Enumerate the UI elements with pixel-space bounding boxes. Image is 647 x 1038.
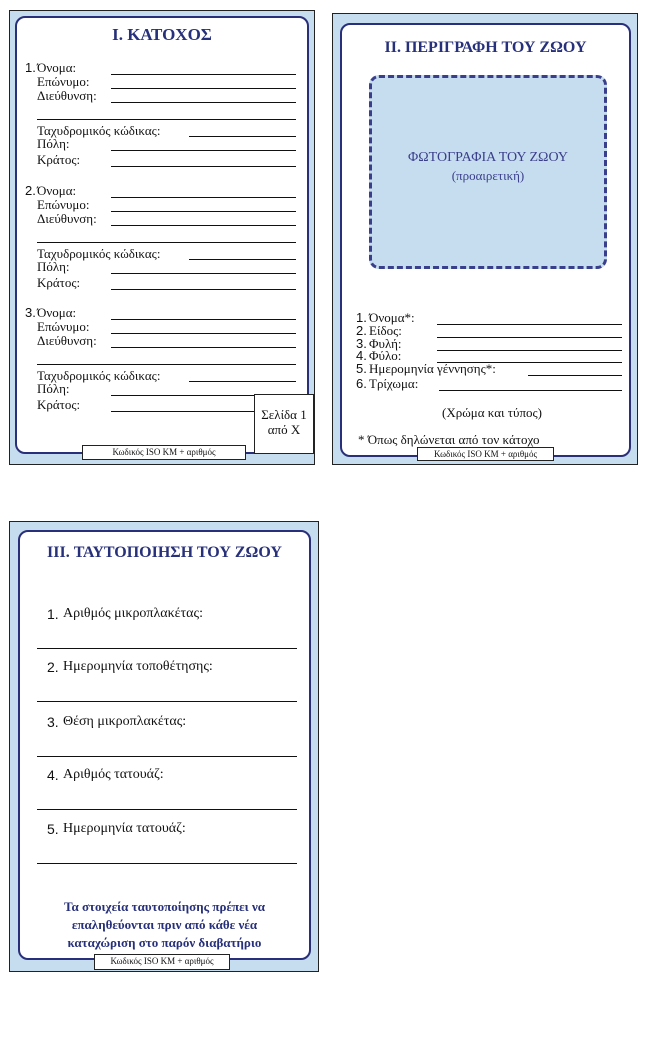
owner-postal-label: Ταχυδρομικός κώδικας: [37, 123, 161, 138]
owner-address-field-2[interactable] [37, 242, 296, 243]
description-field-input[interactable] [439, 390, 622, 391]
owner-name-field[interactable] [111, 197, 296, 198]
owner-city-label: Πόλη: [37, 259, 70, 274]
identification-field-input[interactable] [37, 756, 297, 757]
description-field-label: Ημερομηνία γέννησης*: [369, 361, 496, 376]
description-field-number: 2. [356, 323, 367, 338]
owner-declared-note: * Όπως δηλώνεται από τον κάτοχο [358, 432, 540, 447]
description-card-title: II. ΠΕΡΙΓΡΑΦΗ ΤΟΥ ΖΩΟΥ [384, 39, 587, 56]
owner-address-field-2[interactable] [37, 119, 296, 120]
owner-address-field-2[interactable] [37, 364, 296, 365]
page-number-box [254, 394, 314, 454]
owner-postal-label: Ταχυδρομικός κώδικας: [37, 246, 161, 261]
owner-city-label: Πόλη: [37, 136, 70, 151]
owner-surname-field[interactable] [111, 333, 296, 334]
description-card-frame [340, 23, 631, 457]
owner-surname-label: Επώνυμο: [37, 197, 90, 212]
description-field-number: 1. [356, 310, 367, 325]
owner-state-label: Κράτος: [37, 152, 81, 167]
description-field-label: Είδος: [369, 323, 402, 338]
owner-card [9, 10, 315, 465]
owner-surname-label: Επώνυμο: [37, 74, 90, 89]
identification-field-label: Αριθμός μικροπλακέτας: [63, 606, 203, 621]
owner-city-field[interactable] [111, 150, 296, 151]
description-card-footer: Κωδικός ISO KM + αριθμός [417, 447, 554, 461]
owner-card-footer: Κωδικός ISO KM + αριθμός [82, 445, 246, 460]
owner-surname-label: Επώνυμο: [37, 319, 90, 334]
owner-city-label: Πόλη: [37, 381, 70, 396]
identification-field-label: Ημερομηνία τατουάζ: [63, 821, 186, 836]
owner-address-field[interactable] [111, 347, 296, 348]
owner-card-title: I. ΚΑΤΟΧΟΣ [112, 25, 212, 44]
owner-name-label: Όνομα: [37, 60, 77, 75]
owner-state-label: Κράτος: [37, 397, 81, 412]
owner-city-field[interactable] [111, 273, 296, 274]
identification-field-label: Θέση μικροπλακέτας: [63, 714, 187, 729]
description-field-input[interactable] [528, 375, 622, 376]
owner-address-field[interactable] [111, 225, 296, 226]
page-number-line2: από X [267, 422, 301, 437]
identification-field-input[interactable] [37, 648, 297, 649]
description-field-label: Τρίχωμα: [369, 376, 419, 391]
owner-state-field[interactable] [111, 289, 296, 290]
owner-address-label: Διεύθυνση: [37, 211, 97, 226]
description-field-input[interactable] [437, 337, 622, 338]
identification-field-input[interactable] [37, 701, 297, 702]
identification-field-number: 4. [47, 767, 59, 783]
coat-hint: (Χρώμα και τύπος) [442, 405, 542, 420]
description-field-number: 5. [356, 361, 367, 376]
description-field-number: 6. [356, 376, 367, 391]
identification-field-input[interactable] [37, 863, 297, 864]
owner-address-label: Διεύθυνση: [37, 88, 97, 103]
identification-field-label: Αριθμός τατουάζ: [63, 767, 164, 782]
owner-postal-field[interactable] [189, 136, 296, 137]
identification-note-line2: επαληθεύονται πριν από κάθε νέα [71, 917, 258, 932]
identification-card-title: III. ΤΑΥΤΟΠΟΙΗΣΗ ΤΟΥ ΖΩΟΥ [47, 544, 282, 561]
description-field-input[interactable] [437, 350, 622, 351]
photo-label: ΦΩΤΟΓΡΑΦΙΑ ΤΟΥ ΖΩΟΥ [408, 150, 568, 165]
owner-number: 1. [25, 60, 36, 75]
description-field-label: Φυλή: [369, 336, 402, 351]
description-field-label: Όνομα*: [369, 310, 415, 325]
owner-name-label: Όνομα: [37, 305, 77, 320]
identification-note-line3: καταχώριση στο παρόν διαβατήριο [67, 935, 262, 950]
identification-field-number: 5. [47, 821, 59, 837]
identification-card-footer: Κωδικός ISO KM + αριθμός [94, 954, 230, 970]
owner-postal-field[interactable] [189, 259, 296, 260]
page-number-line1: Σελίδα 1 [261, 407, 307, 422]
description-field-input[interactable] [437, 324, 622, 325]
identification-card [9, 521, 319, 972]
photo-optional-label: (προαιρετική) [451, 168, 525, 183]
owner-postal-field[interactable] [189, 381, 296, 382]
owner-state-label: Κράτος: [37, 275, 81, 290]
identification-note-line1: Τα στοιχεία ταυτοποίησης πρέπει να [63, 899, 266, 914]
owner-postal-label: Ταχυδρομικός κώδικας: [37, 368, 161, 383]
owner-name-field[interactable] [111, 74, 296, 75]
owner-name-label: Όνομα: [37, 183, 77, 198]
identification-field-input[interactable] [37, 809, 297, 810]
identification-card-frame [18, 530, 311, 960]
owner-address-field[interactable] [111, 102, 296, 103]
owner-number: 3. [25, 305, 36, 320]
owner-state-field[interactable] [111, 166, 296, 167]
identification-field-label: Ημερομηνία τοποθέτησης: [63, 659, 213, 674]
owner-name-field[interactable] [111, 319, 296, 320]
description-field-number: 4. [356, 348, 367, 363]
owner-address-label: Διεύθυνση: [37, 333, 97, 348]
description-card [332, 13, 638, 465]
owner-number: 2. [25, 183, 36, 198]
identification-field-number: 3. [47, 714, 59, 730]
description-field-label: Φύλο: [369, 348, 402, 363]
identification-field-number: 2. [47, 659, 59, 675]
owner-surname-field[interactable] [111, 88, 296, 89]
identification-field-number: 1. [47, 606, 59, 622]
owner-card-frame [15, 16, 309, 454]
animal-photo-placeholder[interactable] [369, 75, 607, 269]
description-field-number: 3. [356, 336, 367, 351]
owner-surname-field[interactable] [111, 211, 296, 212]
